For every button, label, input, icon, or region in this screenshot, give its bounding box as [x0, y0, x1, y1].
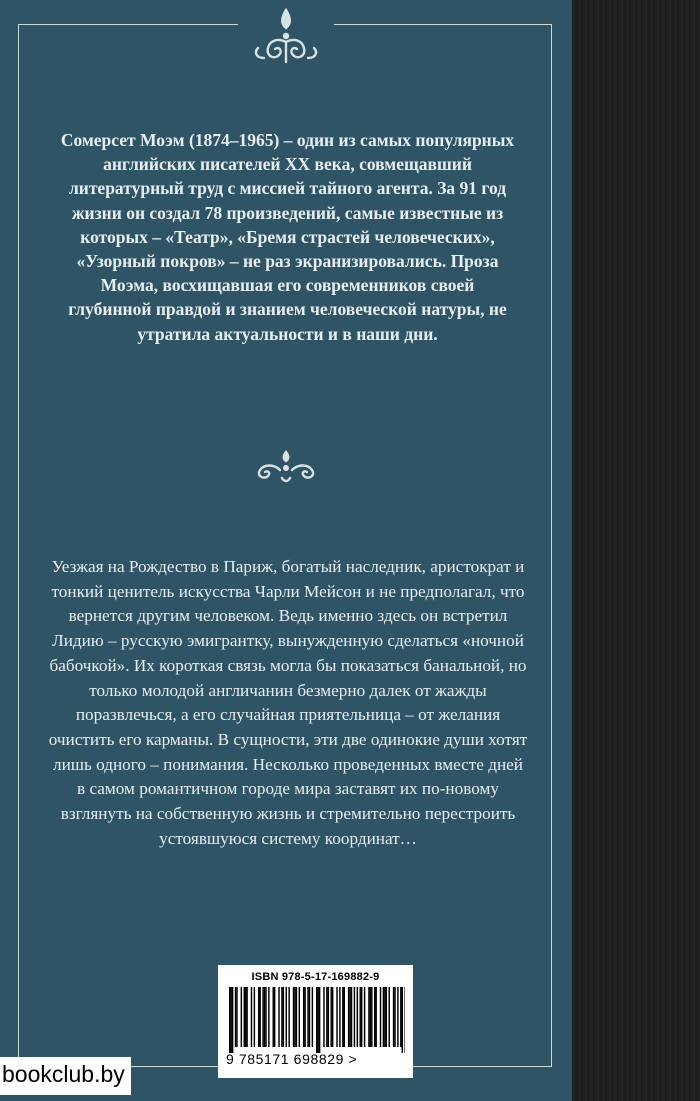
barcode-bar: [379, 987, 380, 1047]
barcode-bar: [262, 987, 263, 1047]
barcode-bar: [253, 987, 254, 1047]
barcode-bar: [368, 987, 369, 1047]
barcode-bar: [231, 987, 232, 1053]
barcode-bar: [240, 987, 241, 1047]
book-description: Уезжая на Рождество в Париж, богатый наследник, аристократ и тонкий ценитель искусства Чарли Мейсон и не предполагал, что вернется другим человеком. Ведь именно здесь он встретил Лидию – русскую эмигрантку, вынужденную сделаться «ночной бабочкой». Их короткая связь могла бы показаться банальной, но только молодой англичанин безмерно далек от жажды поразвлечься, а его случайная приятельница – от желания очистить его карманы. В сущности, эти две одинокие души хотят лишь одного – понимания. Несколько проведенных вместе дней в самом романтичном городе мира заставят их по-новому взглянуть на собственную жизнь и стремительно перестроить устоявшуюся систему координат…: [48, 557, 528, 848]
barcode-bar: [394, 987, 395, 1047]
barcode-bar: [342, 987, 343, 1047]
barcode-bar: [343, 987, 344, 1047]
barcode-bar: [250, 987, 251, 1047]
barcode-bar: [323, 987, 324, 1047]
barcode-bar: [246, 987, 247, 1047]
barcode-bar: [292, 987, 293, 1047]
barcode-bar: [281, 987, 282, 1047]
isbn-barcode-block: [218, 965, 413, 1078]
barcode-bar: [263, 987, 264, 1047]
barcode-bar: [382, 987, 383, 1047]
barcode-bar: [272, 987, 273, 1047]
barcode-bar: [347, 987, 348, 1047]
barcode-bar: [331, 987, 332, 1047]
barcode-bar: [234, 987, 235, 1047]
barcode-bar: [311, 987, 312, 1047]
book-spine: [572, 0, 700, 1101]
middle-ornament: [0, 446, 572, 490]
barcode-bar: [349, 987, 350, 1047]
author-bio: Сомерсет Моэм (1874–1965) – один из самых популярных английских писателей XX века, совмещавший литературный труд с миссией тайного агента. За 91 год жизни он создал 78 произведений, самые известные из которых – «Театр», «Бремя страстей человеческих», «Узорный покров» – не раз экранизировались. Проза Моэма, восхищавшая его современников своей глубинной правдой и знанием человеческой натуры, не утратила актуальности и в наши дни.: [60, 130, 515, 344]
barcode-bar: [244, 987, 245, 1047]
barcode-bar: [356, 987, 357, 1047]
barcode-bar: [369, 987, 370, 1047]
barcode-bar: [308, 987, 309, 1047]
site-watermark: bookclub.by: [0, 1057, 131, 1095]
barcode-bar: [350, 987, 351, 1047]
top-ornament: [0, 0, 572, 72]
barcode-bar: [339, 987, 340, 1047]
barcode-bar: [374, 987, 375, 1047]
barcode-bar: [229, 987, 230, 1053]
barcode-bar: [384, 987, 385, 1047]
barcode-digits: 9 785171 698829 >: [226, 1051, 358, 1067]
barcode-bar: [236, 987, 237, 1047]
barcode-bar: [304, 987, 305, 1047]
barcode-bar: [353, 987, 354, 1047]
barcode-bar: [404, 987, 405, 1053]
barcode-bar: [375, 987, 376, 1047]
barcode-bar: [302, 987, 303, 1047]
barcode-bar: [268, 987, 269, 1047]
barcode-bar: [282, 987, 283, 1047]
barcode-bar: [336, 987, 337, 1047]
barcode-bar: [295, 987, 296, 1047]
barcode-bar: [294, 987, 295, 1047]
barcode-bar: [359, 987, 360, 1047]
fleuron-ornament-icon: [246, 0, 326, 70]
barcode-bar: [259, 987, 260, 1047]
isbn-label: ISBN 978-5-17-169882-9: [251, 971, 380, 983]
barcode-bar: [397, 987, 398, 1047]
flourish-divider-icon: [246, 446, 326, 490]
barcode-bar: [243, 987, 244, 1047]
barcode-bar: [385, 987, 386, 1047]
barcode-bar: [318, 987, 319, 1053]
barcode-bar: [371, 987, 372, 1047]
barcode-bar: [317, 987, 318, 1053]
barcode-bar: [316, 987, 317, 1053]
barcode-bar: [401, 987, 402, 1053]
barcode-bar: [330, 987, 331, 1047]
barcode-bar: [307, 987, 308, 1047]
barcode-bar: [273, 987, 274, 1047]
barcode-bar: [278, 987, 279, 1047]
barcode-bar: [288, 987, 289, 1047]
barcode: [227, 987, 405, 1053]
barcode-bar: [298, 987, 299, 1047]
barcode-bar: [363, 987, 364, 1047]
barcode-bar: [388, 987, 389, 1047]
barcode-bar: [285, 987, 286, 1047]
barcode-bar: [400, 987, 401, 1047]
barcode-bar: [326, 987, 327, 1047]
barcode-bar: [265, 987, 266, 1047]
barcode-bar: [327, 987, 328, 1047]
barcode-bar: [230, 987, 231, 1053]
barcode-bar: [360, 987, 361, 1047]
barcode-bar: [392, 987, 393, 1047]
barcode-bar: [258, 987, 259, 1047]
